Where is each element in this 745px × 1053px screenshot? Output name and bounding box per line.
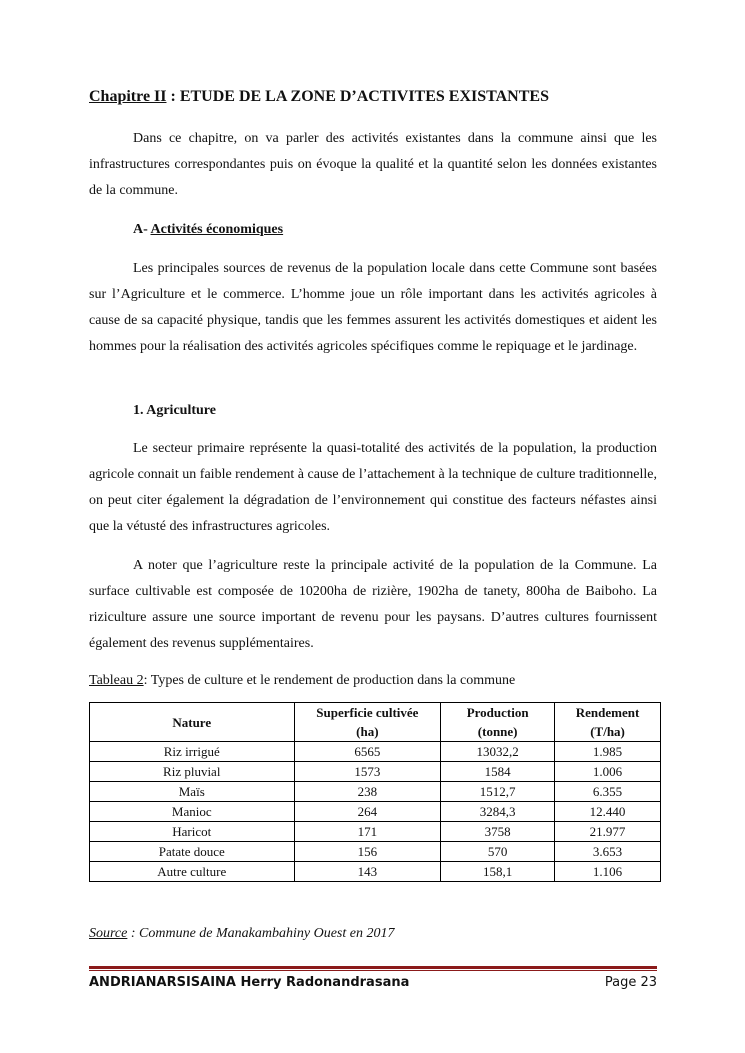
cell-superficie: 1573	[294, 762, 441, 782]
cell-production: 158,1	[441, 862, 555, 882]
source-text: : Commune de Manakambahiny Ouest en 2017	[127, 926, 395, 941]
cell-rendement: 21.977	[555, 822, 661, 842]
table-caption-label: Tableau 2	[89, 673, 144, 688]
chapter-label: Chapitre II	[89, 88, 167, 105]
culture-table	[89, 702, 661, 882]
header-production: Production (tonne)	[441, 703, 555, 742]
table-row	[90, 842, 661, 862]
cell-superficie: 264	[294, 802, 441, 822]
table-row	[90, 862, 661, 882]
cell-production: 570	[441, 842, 555, 862]
cell-rendement: 1.106	[555, 862, 661, 882]
cell-superficie: 171	[294, 822, 441, 842]
cell-superficie: 238	[294, 782, 441, 802]
footer-author: ANDRIANARSISAINA Herry Radonandrasana	[89, 975, 410, 990]
cell-rendement: 3.653	[555, 842, 661, 862]
cell-nature: Maïs	[90, 782, 295, 802]
cell-nature: Riz irrigué	[90, 742, 295, 762]
footer-rule-thick	[89, 966, 657, 969]
table-caption	[89, 671, 515, 691]
header-nature: Nature	[90, 703, 295, 742]
cell-rendement: 1.985	[555, 742, 661, 762]
table-caption-text: : Types de culture et le rendement de production dans la commune	[143, 673, 516, 688]
section-a-paragraph: Les principales sources de revenus de la population locale dans cette Commune sont basées sur l’Agriculture et le commerce. L’homme joue un rôle important dans les activités agricoles à cause de sa capacité physique, tandis que les femmes assurent les activités domestiques et aident les hommes pour la réalisation des activités agricoles spécifiques comme le repiquage et le jardinage.	[89, 261, 657, 354]
cell-superficie: 143	[294, 862, 441, 882]
agriculture-paragraph-2: A noter que l’agriculture reste la principale activité de la population de la Commune. La surface cultivable est composée de 10200ha de rizière, 1902ha de tanety, 800ha de Baiboho. La riziculture assure une source important de revenu pour les paysans. D’autres cultures fournissent également des revenus supplémentaires.	[89, 558, 657, 651]
header-rendement: Rendement (T/ha)	[555, 703, 661, 742]
cell-production: 13032,2	[441, 742, 555, 762]
intro-paragraph: Dans ce chapitre, on va parler des activités existantes dans la commune ainsi que les infrastructures correspondantes puis on évoque la qualité et la quantité selon les données existantes de la commune.	[89, 131, 657, 198]
table-row	[90, 802, 661, 822]
cell-production: 1512,7	[441, 782, 555, 802]
document-page	[89, 0, 657, 1053]
header-superficie: Superficie cultivée (ha)	[294, 703, 441, 742]
section-a-heading	[133, 220, 283, 240]
section-a-prefix: A-	[133, 222, 151, 237]
cell-rendement: 12.440	[555, 802, 661, 822]
cell-production: 3758	[441, 822, 555, 842]
cell-nature: Autre culture	[90, 862, 295, 882]
cell-production: 1584	[441, 762, 555, 782]
table-row	[90, 822, 661, 842]
table-header-row	[90, 703, 661, 742]
footer-rule-thin	[89, 970, 657, 971]
cell-nature: Manioc	[90, 802, 295, 822]
section-a-title: Activités économiques	[150, 222, 284, 237]
chapter-heading	[89, 88, 549, 106]
table-row	[90, 742, 661, 762]
footer-page-number: Page 23	[604, 975, 657, 990]
cell-nature: Haricot	[90, 822, 295, 842]
agriculture-paragraph-1: Le secteur primaire représente la quasi-totalité des activités de la population, la production agricole connait un faible rendement à cause de l’attachement à la technique de culture traditionnelle, on peut citer également la dégradation de l’environnement qui constitue des facteurs néfastes ainsi que la vétusté des infrastructures agricoles.	[89, 441, 657, 534]
source-label: Source	[89, 926, 128, 941]
cell-superficie: 6565	[294, 742, 441, 762]
agriculture-heading: 1. Agriculture	[133, 403, 216, 418]
cell-rendement: 6.355	[555, 782, 661, 802]
table-source	[89, 924, 394, 944]
cell-production: 3284,3	[441, 802, 555, 822]
cell-nature: Riz pluvial	[90, 762, 295, 782]
chapter-title: : ETUDE DE LA ZONE D’ACTIVITES EXISTANTES	[166, 88, 549, 105]
cell-superficie: 156	[294, 842, 441, 862]
table-row	[90, 782, 661, 802]
table-row	[90, 762, 661, 782]
cell-rendement: 1.006	[555, 762, 661, 782]
cell-nature: Patate douce	[90, 842, 295, 862]
